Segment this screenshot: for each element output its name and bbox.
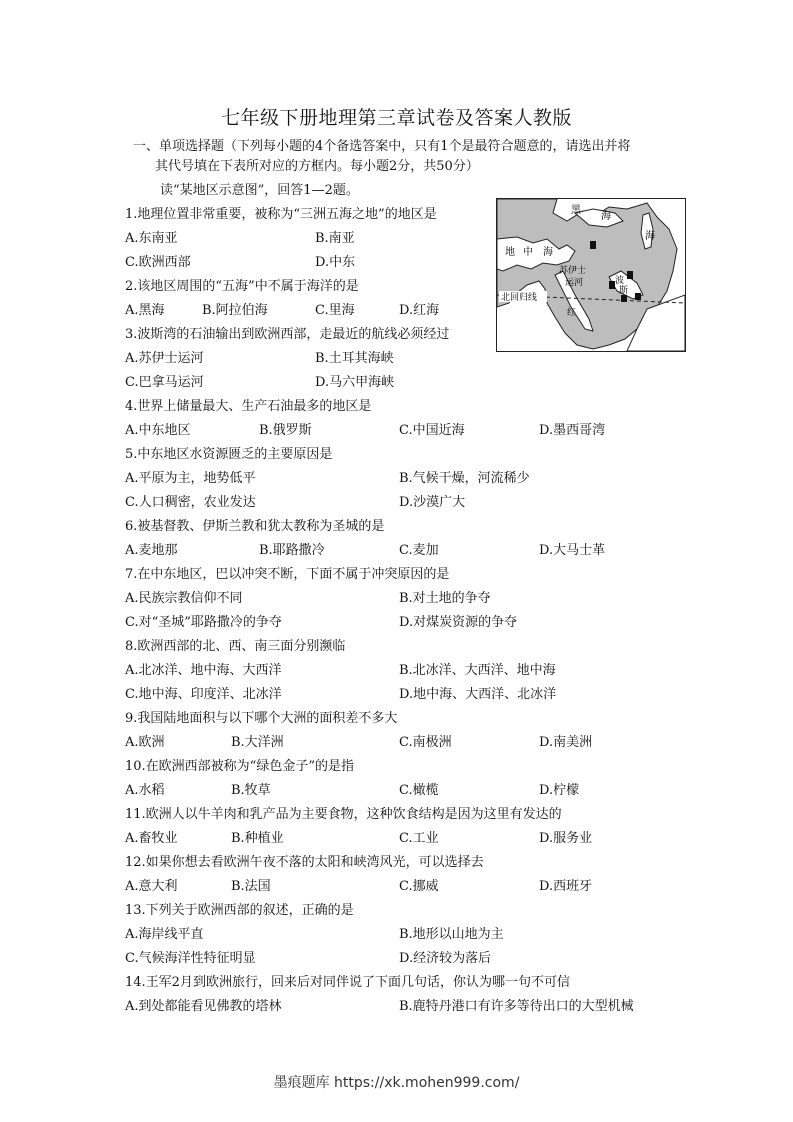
option-c[interactable]: C.南极洲 <box>399 735 452 750</box>
question-options <box>125 947 685 967</box>
option-a[interactable]: A.北冰洋、地中海、大西洋 <box>125 663 282 678</box>
option-d[interactable]: D.红海 <box>399 303 440 318</box>
option-b[interactable]: B.地形以山地为主 <box>399 927 504 942</box>
option-b[interactable]: B.阿拉伯海 <box>202 303 268 318</box>
option-d[interactable]: D.服务业 <box>539 831 593 846</box>
option-a[interactable]: A.中东地区 <box>125 423 191 438</box>
option-a[interactable]: A.意大利 <box>125 879 178 894</box>
question-options <box>125 683 685 703</box>
option-d[interactable]: D.马六甲海峡 <box>315 375 395 390</box>
question-text: 7.在中东地区，巴以冲突不断，下面不属于冲突原因的是 <box>125 567 450 582</box>
question-options <box>125 251 685 271</box>
question-text: 6.被基督教、伊斯兰教和犹太教称为圣城的是 <box>125 519 385 534</box>
question-text: 14.王军2月到欧洲旅行，回来后对同伴说了下面几句话，你认为哪一句不可信 <box>125 975 570 990</box>
map-label: 运河 <box>565 278 584 288</box>
option-b[interactable]: B.鹿特丹港口有许多等待出口的大型机械 <box>399 999 634 1014</box>
question-options <box>125 995 685 1015</box>
question-options <box>125 467 685 487</box>
map-reading-intro: 读“某地区示意图”，回答1—2题。 <box>160 183 359 198</box>
map-label: 红 <box>567 308 577 318</box>
option-a[interactable]: A.平原为主，地势低平 <box>125 471 256 486</box>
option-b[interactable]: B.大洋洲 <box>231 735 284 750</box>
question-text: 3.波斯湾的石油输出到欧洲西部，走最近的航线必须经过 <box>125 327 450 342</box>
question-options <box>125 371 685 391</box>
option-b[interactable]: B.种植业 <box>231 831 284 846</box>
site-footer-watermark: 墨痕题库 https://xk.mohen999.com/ <box>273 1075 520 1091</box>
question-text: 1.地理位置非常重要，被称为“三洲五海之地”的地区是 <box>125 207 437 222</box>
option-b[interactable]: B.南亚 <box>315 231 355 246</box>
option-b[interactable]: B.法国 <box>231 879 271 894</box>
question-options <box>125 419 685 439</box>
option-b[interactable]: B.俄罗斯 <box>259 423 312 438</box>
question-options <box>125 779 685 799</box>
map-label: 海 <box>543 247 553 258</box>
section-instructions-line2: 其代号填在下表所对应的方框内。每小题2分，共50分） <box>155 159 479 174</box>
option-b[interactable]: B.耶路撒冷 <box>259 543 325 558</box>
option-c[interactable]: C.工业 <box>399 831 439 846</box>
question-text: 2.该地区周围的“五海”中不属于海洋的是 <box>125 279 359 294</box>
question-options <box>125 827 685 847</box>
option-b[interactable]: B.对土地的争夺 <box>399 591 491 606</box>
question-text: 10.在欧洲西部被称为“绿色金子”的是指 <box>125 759 354 774</box>
option-d[interactable]: D.大马士革 <box>539 543 606 558</box>
map-label: 海 <box>601 211 611 222</box>
question-options <box>125 227 685 247</box>
option-a[interactable]: A.民族宗教信仰不同 <box>125 591 243 606</box>
question-options <box>125 491 685 511</box>
question-text: 12.如果你想去看欧洲午夜不落的太阳和峡湾风光，可以选择去 <box>125 855 484 870</box>
map-label: 海 <box>645 231 655 242</box>
question-text: 11.欧洲人以牛羊肉和乳产品为主要食物，这种饮食结构是因为这里有发达的 <box>125 807 562 822</box>
option-c[interactable]: C.气候海洋性特征明显 <box>125 951 256 966</box>
option-d[interactable]: D.西班牙 <box>539 879 593 894</box>
map-label: 北回归线 <box>501 293 538 303</box>
option-c[interactable]: C.中国近海 <box>399 423 465 438</box>
option-b[interactable]: B.土耳其海峡 <box>315 351 394 366</box>
question-options <box>125 875 685 895</box>
option-a[interactable]: A.水稻 <box>125 783 165 798</box>
question-options <box>125 659 685 679</box>
oil-marker-icon <box>627 271 633 279</box>
option-a[interactable]: A.黑海 <box>125 303 165 318</box>
option-a[interactable]: A.麦地那 <box>125 543 178 558</box>
section-instructions-line1: 一、单项选择题（下列每小题的4个备选答案中，只有1个是最符合题意的，请选出并将 <box>133 139 631 154</box>
question-options <box>125 587 685 607</box>
option-a[interactable]: A.海岸线平直 <box>125 927 204 942</box>
section-instructions <box>133 137 693 177</box>
option-b[interactable]: B.气候干燥，河流稀少 <box>399 471 530 486</box>
page-title: 七年级下册地理第三章试卷及答案人教版 <box>220 107 572 129</box>
question-text: 9.我国陆地面积与以下哪个大洲的面积差不多大 <box>125 711 398 726</box>
map-label: 波 <box>615 276 625 286</box>
option-d[interactable]: D.对煤炭资源的争夺 <box>399 615 518 630</box>
question-options <box>125 299 685 319</box>
option-d[interactable]: D.经济较为落后 <box>399 951 492 966</box>
option-a[interactable]: A.欧洲 <box>125 735 165 750</box>
option-c[interactable]: C.巴拿马运河 <box>125 375 204 390</box>
question-text: 13.下列关于欧洲西部的叙述，正确的是 <box>125 903 354 918</box>
question-text: 5.中东地区水资源匮乏的主要原因是 <box>125 447 333 462</box>
region-map-svg <box>497 199 685 351</box>
map-label: 中 <box>523 247 533 258</box>
region-map-figure <box>496 198 686 352</box>
map-label: 斯 <box>619 286 629 296</box>
option-c[interactable]: C.对“圣城”耶路撒冷的争夺 <box>125 615 282 630</box>
option-a[interactable]: A.到处都能看见佛教的塔林 <box>125 999 282 1014</box>
map-label: 黑 <box>571 205 581 216</box>
option-d[interactable]: D.墨西哥湾 <box>539 423 606 438</box>
option-c[interactable]: C.麦加 <box>399 543 439 558</box>
question-text: 4.世界上储量最大、生产石油最多的地区是 <box>125 399 372 414</box>
option-d[interactable]: D.柠檬 <box>539 783 580 798</box>
question-text: 8.欧洲西部的北、西、南三面分别濒临 <box>125 639 346 654</box>
option-a[interactable]: A.畜牧业 <box>125 831 178 846</box>
option-d[interactable]: D.地中海、大西洋、北冰洋 <box>399 687 557 702</box>
option-c[interactable]: C.地中海、印度洋、北冰洋 <box>125 687 282 702</box>
option-b[interactable]: B.牧草 <box>231 783 271 798</box>
option-d[interactable]: D.中东 <box>315 255 356 270</box>
question-options <box>125 611 685 631</box>
option-a[interactable]: A.苏伊士运河 <box>125 351 204 366</box>
option-c[interactable]: C.挪威 <box>399 879 439 894</box>
option-c[interactable]: C.橄榄 <box>399 783 439 798</box>
option-c[interactable]: C.人口稠密，农业发达 <box>125 495 256 510</box>
map-label: 苏伊士 <box>559 266 587 276</box>
option-d[interactable]: D.沙漠广大 <box>399 495 466 510</box>
question-options <box>125 347 685 367</box>
question-options <box>125 923 685 943</box>
map-label: 地 <box>505 247 515 258</box>
option-b[interactable]: B.北冰洋、大西洋、地中海 <box>399 663 556 678</box>
option-c[interactable]: C.欧洲西部 <box>125 255 191 270</box>
option-d[interactable]: D.南美洲 <box>539 735 593 750</box>
option-a[interactable]: A.东南亚 <box>125 231 178 246</box>
option-c[interactable]: C.里海 <box>315 303 355 318</box>
question-options <box>125 731 685 751</box>
question-options <box>125 539 685 559</box>
